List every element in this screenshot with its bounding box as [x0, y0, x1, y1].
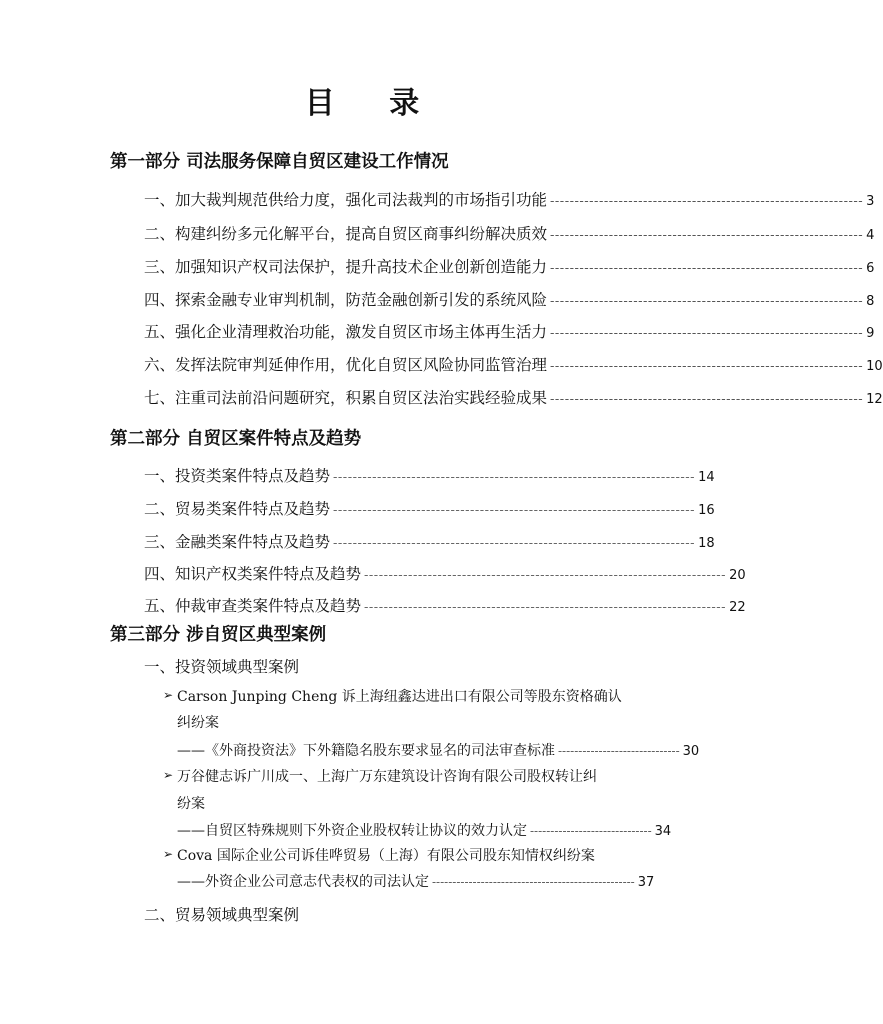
dot-leader: ------------------------------	[530, 824, 652, 838]
toc-entry-page: 8	[866, 294, 875, 309]
toc-entry[interactable]	[144, 288, 875, 310]
dot-leader: ------------------------------	[558, 744, 680, 758]
part-3-heading: 第三部分 涉自贸区典型案例	[110, 625, 327, 645]
case-page: 34	[654, 824, 672, 839]
case-title-continued: 纷案	[177, 796, 205, 812]
toc-entry[interactable]	[144, 222, 875, 244]
dot-leader: --------------------------------------------------------------------------	[333, 536, 696, 551]
toc-entry-text: 四、探索金融专业审判机制，防范金融创新引发的系统风险	[144, 291, 548, 309]
toc-entry-page: 4	[866, 228, 875, 243]
toc-entry-text: 五、仲裁审查类案件特点及趋势	[144, 597, 362, 615]
toc-entry-page: 9	[866, 326, 875, 341]
toc-entry[interactable]	[144, 594, 746, 616]
toc-entry-page: 22	[729, 600, 746, 615]
toc-entry-text: 一、加大裁判规范供给力度，强化司法裁判的市场指引功能	[144, 191, 548, 209]
case-title: Carson Junping Cheng 诉上海纽鑫达进出口有限公司等股东资格确认	[177, 689, 622, 705]
toc-entry-text: 二、贸易类案件特点及趋势	[144, 500, 331, 518]
toc-entry[interactable]	[144, 188, 875, 210]
toc-entry-page: 20	[729, 568, 746, 583]
dot-leader: --------------------------------------------------------------------------	[333, 470, 696, 485]
case-subtitle-row[interactable]	[177, 871, 655, 891]
bullet-arrow-icon: ➢	[163, 847, 174, 861]
case-title-continued: 纠纷案	[177, 715, 219, 731]
toc-entry[interactable]	[144, 562, 746, 584]
part-2-heading: 第二部分 自贸区案件特点及趋势	[110, 429, 362, 449]
toc-entry-text: 五、强化企业清理救治功能，激发自贸区市场主体再生活力	[144, 323, 548, 341]
toc-entry[interactable]	[144, 530, 715, 552]
toc-entry-page: 10	[866, 359, 883, 374]
dot-leader: --------------------------------------------------------------------------	[364, 568, 727, 583]
toc-entry-text: 四、知识产权类案件特点及趋势	[144, 565, 362, 583]
dot-leader: ----------------------------------------------------------------	[550, 392, 864, 407]
case-title: 万谷健志诉广川成一、上海广万东建筑设计咨询有限公司股权转让纠	[177, 769, 597, 785]
toc-entry-page: 3	[866, 194, 875, 209]
case-subtitle: ——自贸区特殊规则下外资企业股权转让协议的效力认定	[177, 823, 527, 839]
dot-leader: ----------------------------------------------------------------	[550, 261, 864, 276]
page-title: 目 录	[304, 86, 442, 121]
toc-entry-text: 七、注重司法前沿问题研究，积累自贸区法治实践经验成果	[144, 389, 548, 407]
toc-entry-page: 18	[698, 536, 715, 551]
toc-entry-page: 6	[866, 261, 875, 276]
section-heading-investment: 一、投资领域典型案例	[144, 658, 300, 676]
toc-entry-text: 三、加强知识产权司法保护，提升高技术企业创新创造能力	[144, 258, 548, 276]
toc-entry[interactable]	[144, 320, 875, 342]
case-subtitle-row[interactable]	[177, 820, 672, 840]
toc-entry[interactable]	[144, 353, 883, 375]
dot-leader: ----------------------------------------------------------------	[550, 326, 864, 341]
case-page: 37	[637, 875, 655, 890]
dot-leader: ----------------------------------------------------------------	[550, 228, 864, 243]
toc-entry[interactable]	[144, 386, 883, 408]
case-title: Cova 国际企业公司诉佳哗贸易（上海）有限公司股东知情权纠纷案	[177, 848, 595, 864]
toc-entry[interactable]	[144, 464, 715, 486]
toc-entry-text: 六、发挥法院审判延伸作用，优化自贸区风险协同监管治理	[144, 356, 548, 374]
bullet-arrow-icon: ➢	[163, 768, 174, 782]
toc-entry[interactable]	[144, 255, 875, 277]
toc-entry-text: 一、投资类案件特点及趋势	[144, 467, 331, 485]
toc-entry[interactable]	[144, 497, 715, 519]
bullet-arrow-icon: ➢	[163, 688, 174, 702]
dot-leader: --------------------------------------------------	[432, 875, 635, 889]
part-1-heading: 第一部分 司法服务保障自贸区建设工作情况	[110, 152, 449, 172]
section-heading-trade: 二、贸易领域典型案例	[144, 906, 300, 924]
case-subtitle: ——外资企业公司意志代表权的司法认定	[177, 874, 429, 890]
toc-entry-text: 三、金融类案件特点及趋势	[144, 533, 331, 551]
dot-leader: --------------------------------------------------------------------------	[333, 503, 696, 518]
dot-leader: ----------------------------------------------------------------	[550, 359, 864, 374]
case-subtitle: ——《外商投资法》下外籍隐名股东要求显名的司法审查标准	[177, 743, 555, 759]
dot-leader: --------------------------------------------------------------------------	[364, 600, 727, 615]
dot-leader: ----------------------------------------------------------------	[550, 294, 864, 309]
dot-leader: ----------------------------------------------------------------	[550, 194, 864, 209]
toc-entry-page: 16	[698, 503, 715, 518]
toc-entry-text: 二、构建纠纷多元化解平台，提高自贸区商事纠纷解决质效	[144, 225, 548, 243]
toc-entry-page: 14	[698, 470, 715, 485]
case-subtitle-row[interactable]	[177, 740, 700, 760]
toc-entry-page: 12	[866, 392, 883, 407]
case-page: 30	[682, 744, 700, 759]
